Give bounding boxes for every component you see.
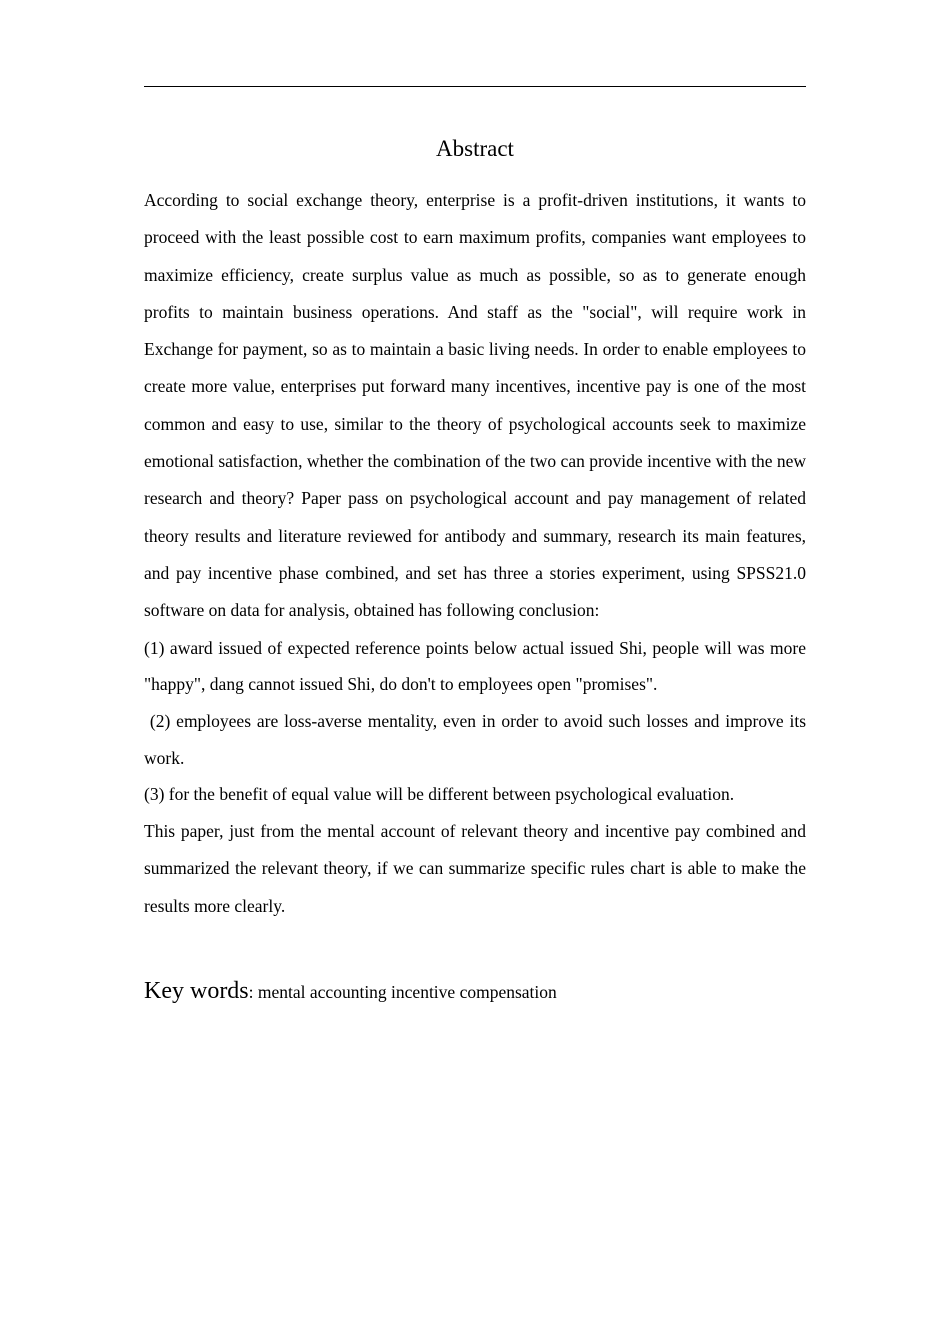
abstract-paragraph-conclusion-1: (1) award issued of expected reference points below actual issued Shi, people will was more "happy", dang cannot issued Shi, do don't to employees open "promises". (144, 637, 806, 695)
abstract-paragraph-closing: This paper, just from the mental account of relevant theory and incentive pay combined and summarized the relevant theory, if we can summarize specific rules chart is able to make the results more clearly. (144, 821, 806, 916)
abstract-title: Abstract (436, 136, 514, 161)
abstract-body (144, 182, 811, 925)
abstract-paragraph-conclusion-3: (3) for the benefit of equal value will be different between psychological evaluation. (144, 784, 735, 805)
abstract-paragraph-conclusion-2: (2) employees are loss-averse mentality, even in order to avoid such losses and improve its work. (144, 710, 811, 768)
keywords-line (144, 974, 806, 1009)
abstract-paragraph-main: According to social exchange theory, enterprise is a profit-driven institutions, it wants to proceed with the least possible cost to earn maximum profits, companies want employees to maximize efficiency, create surplus value as much as possible, so as to generate enough profits to maintain business operations. And staff as the "social", will require work in Exchange for payment, so as to maintain a basic living needs. In order to enable employees to create more value, enterprises put forward many incentives, incentive pay is one of the most common and easy to use, similar to the theory of psychological accounts seek to maximize emotional satisfaction, whether the combination of the two can provide incentive with the new research and theory? Paper pass on psychological account and pay management of related theory results and literature reviewed for antibody and summary, research its main features, and pay incentive phase combined, and set has three a stories experiment, using SPSS21.0 software on data for analysis, obtained has following conclusion: (144, 190, 806, 621)
keywords-separator: : (248, 982, 258, 1002)
keywords-label: Key words (144, 978, 249, 1004)
keywords-value: mental accounting incentive compensation (257, 982, 557, 1002)
header-rule (144, 86, 806, 87)
